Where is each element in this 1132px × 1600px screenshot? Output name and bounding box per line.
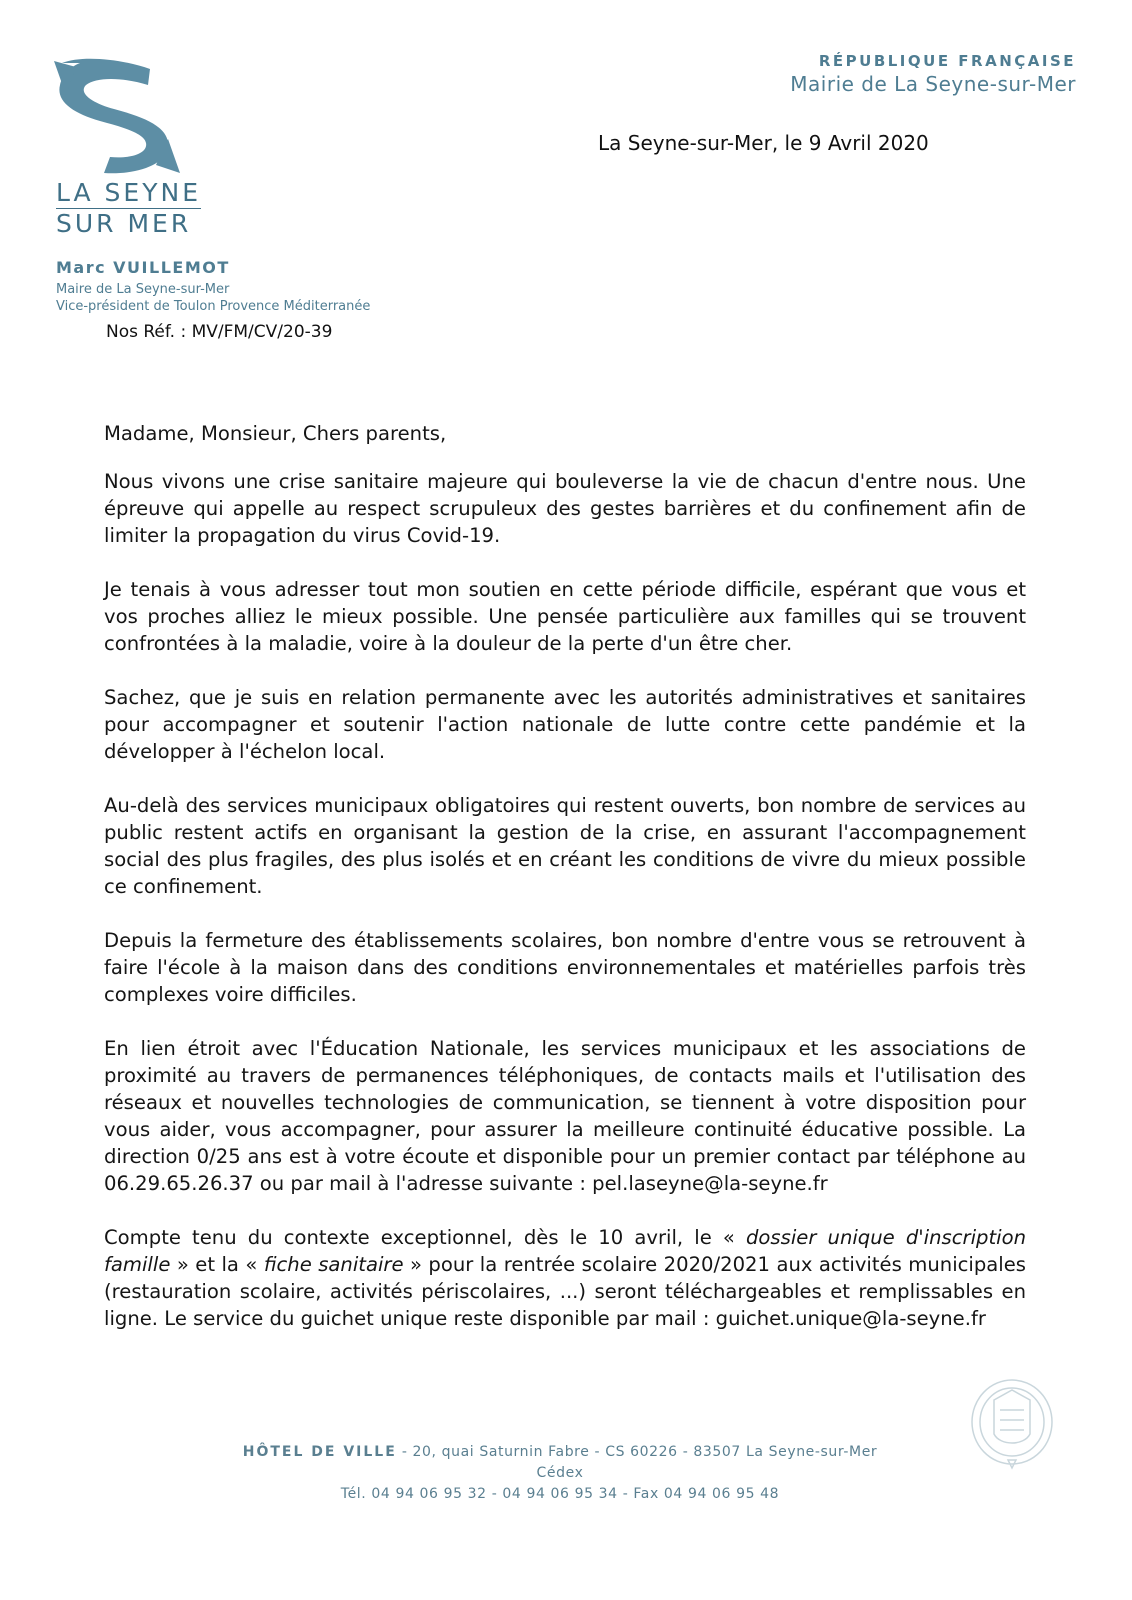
signer-role-1: Maire de La Seyne-sur-Mer: [56, 282, 230, 297]
logo-line-2: SUR MER: [56, 209, 192, 238]
p7-text-c: » et la «: [170, 1253, 264, 1276]
p7-text-e: » pour la rentrée scolaire 2020/2021 aux activités municipales (restauration scolaire, activités périscolaires, ...) seront téléchargeables et remplissables en ligne. Le service du guichet unique reste disponible par mail : guichet.unique@la-seyne.fr: [104, 1253, 1027, 1330]
republic-header: [790, 52, 1076, 96]
letter-body: [104, 420, 1026, 1359]
paragraph-6: En lien étroit avec l'Éducation Nationale, les services municipaux et les associations de proximité au travers de permanences téléphoniques, de contacts mails et l'utilisation des réseaux et nouvelles technologies de communication, se tiennent à votre disposition pour vous aider, vous accompagner, pour assurer la meilleure continuité éducative possible. La direction 0/25 ans est à votre écoute et disponible pour un premier contact par téléphone au 06.29.65.26.37 ou par mail à l'adresse suivante : pel.laseyne@la-seyne.fr: [104, 1037, 1026, 1195]
p7-dossier-title: dossier unique d'inscription famille: [104, 1226, 1026, 1276]
paragraph-5: Depuis la fermeture des établissements scolaires, bon nombre d'entre vous se retrouvent à faire l'école à la maison dans des conditions environnementales et matérielles parfois très complexes voire difficiles.: [104, 929, 1026, 1006]
p7-text-a: Compte tenu du contexte exceptionnel, dès le 10 avril, le «: [104, 1226, 746, 1249]
paragraph-3: Sachez, que je suis en relation permanente avec les autorités administratives et sanitaires pour accompagner et soutenir l'action nationale de lutte contre cette pandémie et la développer à l'échelon local.: [104, 686, 1026, 763]
reference-number: Nos Réf. : MV/FM/CV/20-39: [106, 322, 333, 342]
mairie-title: Mairie de La Seyne-sur-Mer: [790, 72, 1076, 96]
footer-address-line: [230, 1442, 890, 1484]
paragraph-2: Je tenais à vous adresser tout mon soutien en cette période difficile, espérant que vous et vos proches alliez le mieux possible. Une pensée particulière aux familles qui se trouvent confrontées à la maladie, voire à la douleur de la perte d'un être cher.: [104, 578, 1026, 655]
footer-phones: Tél. 04 94 06 95 32 - 04 94 06 95 34 - Fax 04 94 06 95 48: [340, 1486, 780, 1502]
logo-line-1: LA SEYNE: [56, 178, 201, 207]
letter-date: La Seyne-sur-Mer, le 9 Avril 2020: [598, 131, 929, 155]
logo-wordmark: [56, 178, 201, 238]
footer: [230, 1442, 890, 1505]
municipal-seal-stamp-icon: [964, 1370, 1060, 1470]
signer-block: [56, 258, 370, 315]
signer-name: Marc VUILLEMOT: [56, 258, 230, 277]
paragraph-4: Au-delà des services municipaux obligatoires qui restent ouverts, bon nombre de services au public restent actifs en organisant la gestion de la crise, en assurant l'accompagnement social des plus fragiles, des plus isolés et en créant les conditions de vivre du mieux possible ce confinement.: [104, 794, 1026, 898]
footer-hotel-de-ville: HÔTEL DE VILLE: [242, 1444, 397, 1460]
paragraph-1: Nous vivons une crise sanitaire majeure qui bouleverse la vie de chacun d'entre nous. Une épreuve qui appelle au respect scrupuleux des gestes barrières et du confinement afin de limiter la propagation du virus Covid-19.: [104, 470, 1026, 547]
footer-address: - 20, quai Saturnin Fabre - CS 60226 - 83507 La Seyne-sur-Mer Cédex: [396, 1444, 878, 1481]
salutation: Madame, Monsieur, Chers parents,: [104, 422, 447, 445]
paragraph-7: [104, 1224, 1026, 1332]
la-seyne-s-logo-icon: [52, 55, 192, 175]
p7-fiche-title: fiche sanitaire: [263, 1253, 404, 1276]
republic-title: RÉPUBLIQUE FRANÇAISE: [818, 52, 1076, 70]
signer-role-2: Vice-président de Toulon Provence Méditerranée: [56, 299, 371, 314]
